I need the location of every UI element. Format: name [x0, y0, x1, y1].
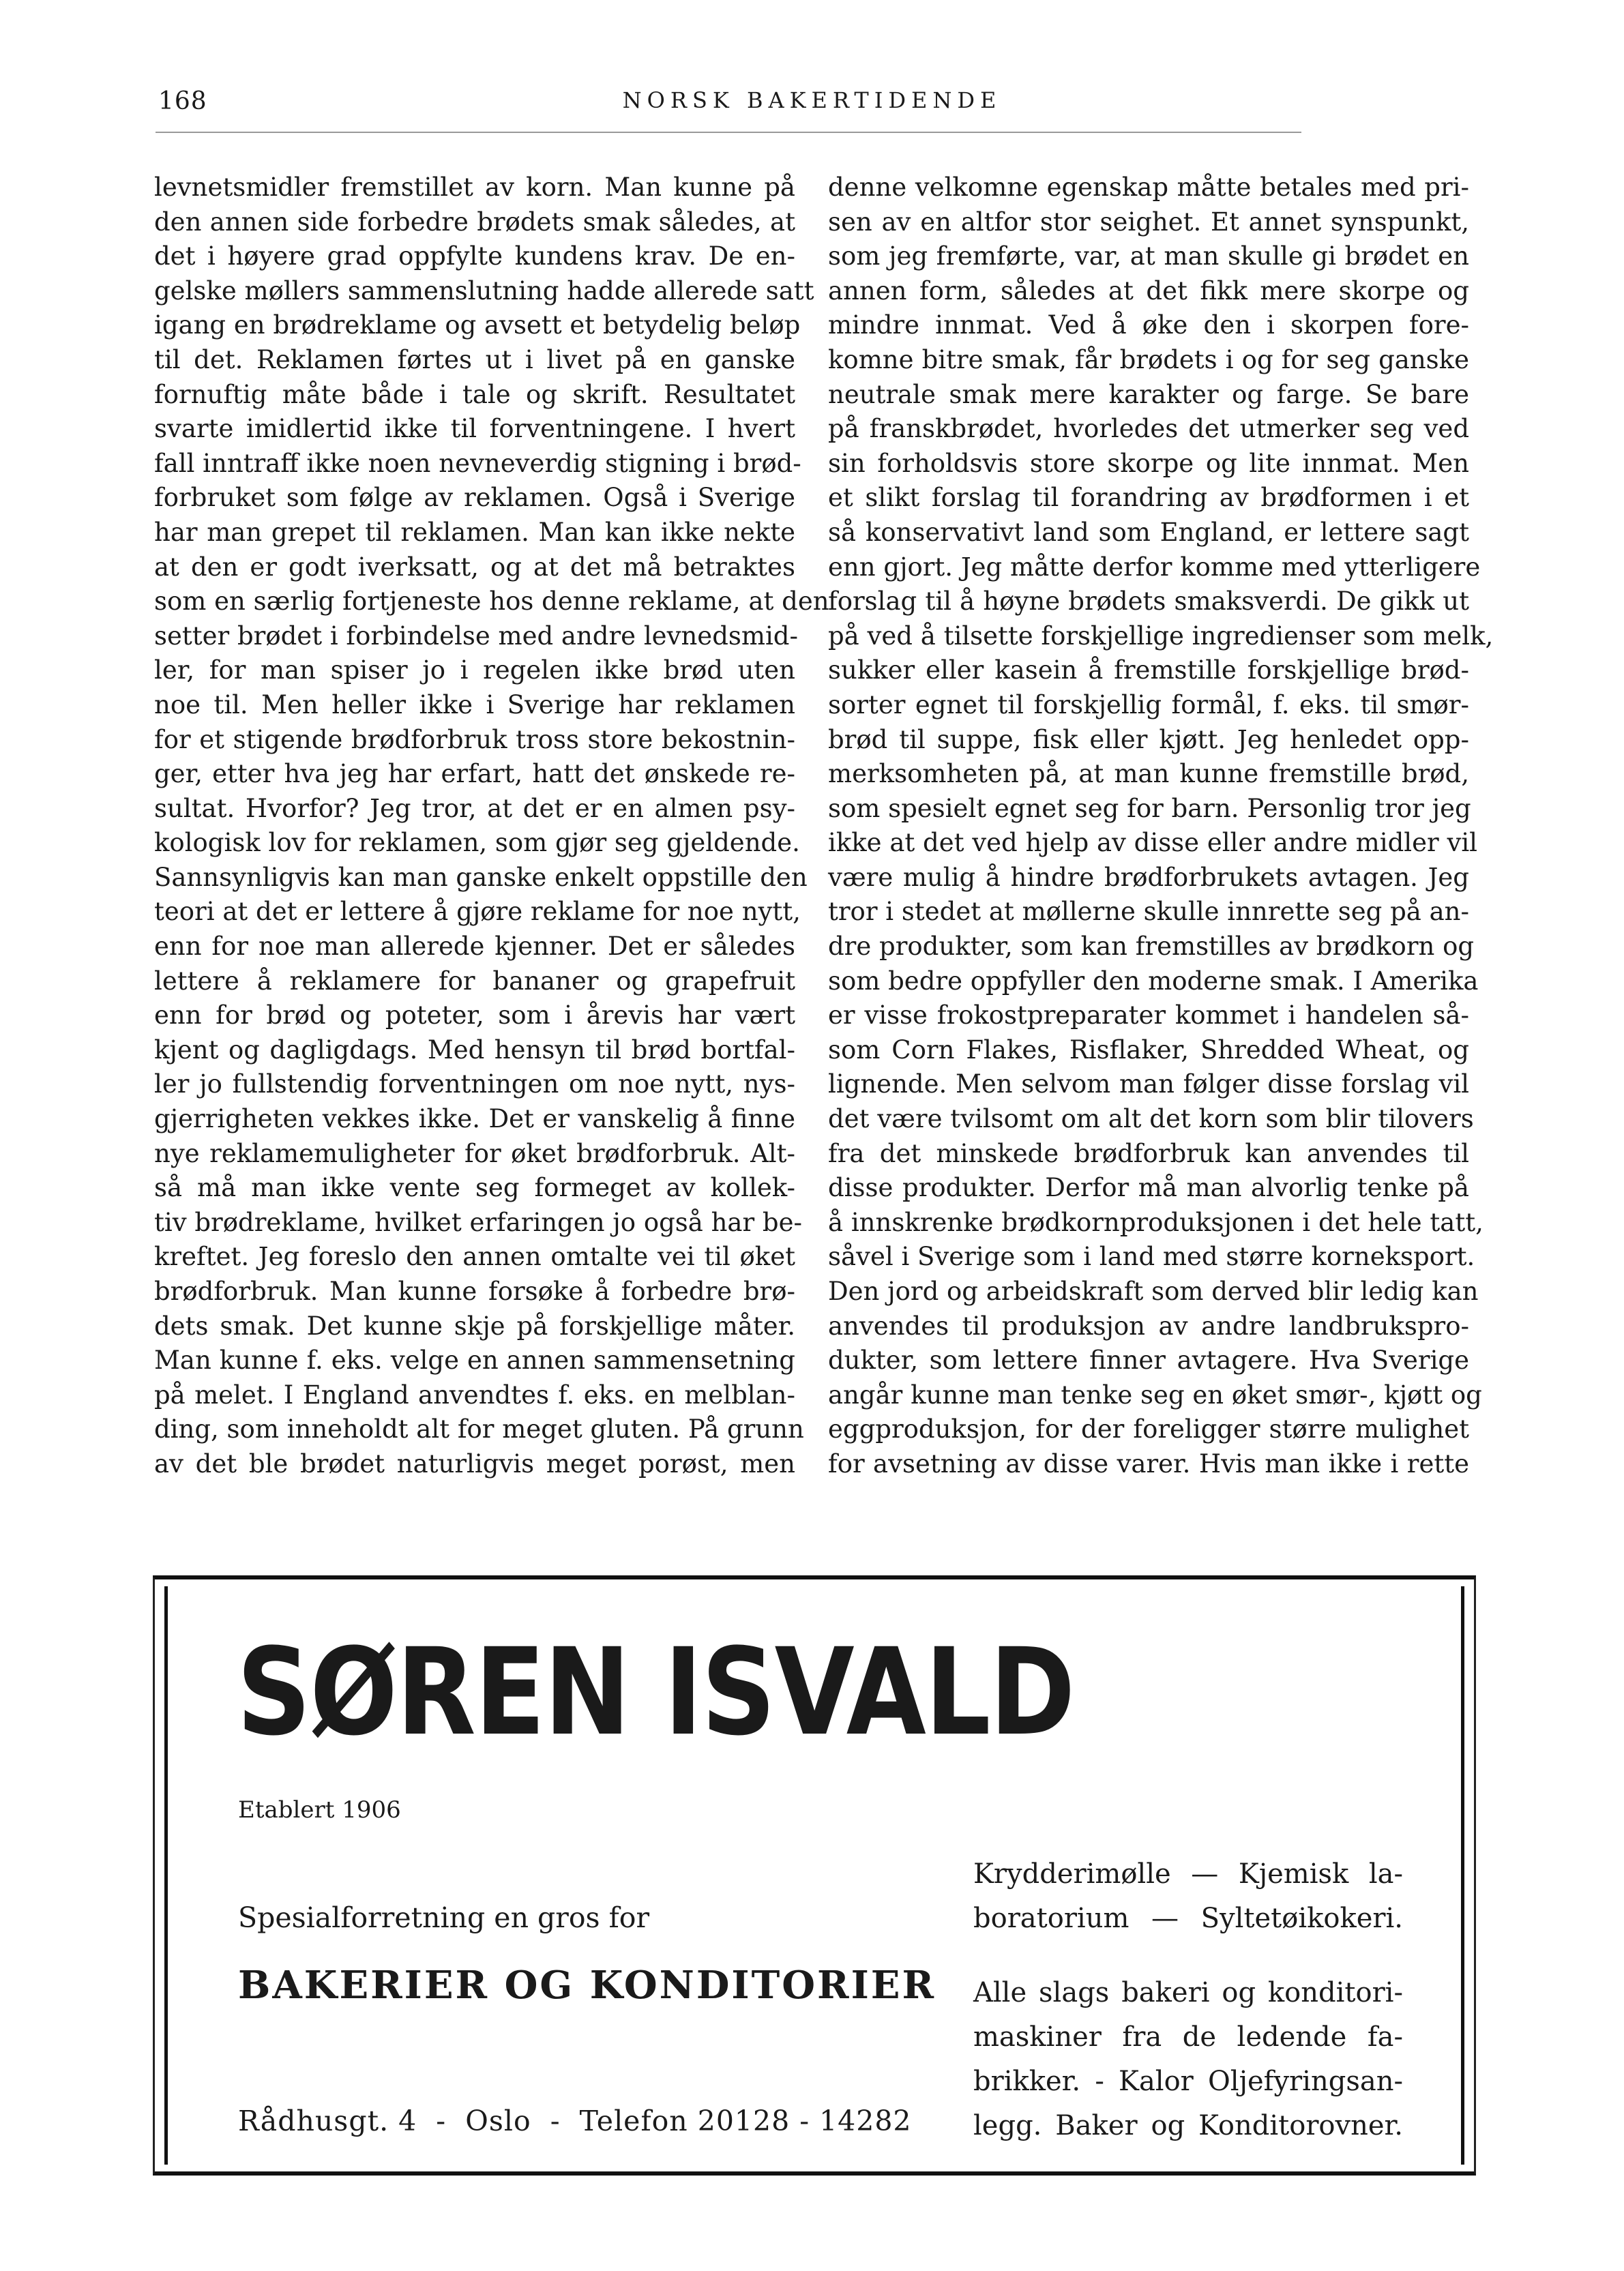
ad-services — [973, 1852, 1403, 2148]
article-line: lignende. Men selvom man følger disse forslag vil — [828, 1069, 1469, 1099]
article-line: sen av en altfor stor seighet. Et annet synspunkt, — [828, 207, 1469, 237]
article-line: ler, for man spiser jo i regelen ikke brød uten — [154, 655, 795, 685]
article-line: merksomheten på, at man kunne fremstille brød, — [828, 759, 1469, 789]
article-line: sin forholdsvis store skorpe og lite innmat. Men — [828, 448, 1469, 478]
article-line: enn for noe man allerede kjenner. Det er således — [154, 932, 795, 962]
article-line: ding, som inneholdt alt for meget gluten. På grunn — [154, 1414, 804, 1444]
article-line: som en særlig fortjeneste hos denne reklame, at den — [154, 587, 829, 617]
ad-specialty: Spesialforretning en gros for — [238, 1901, 650, 1934]
article-right-column — [828, 170, 1494, 1482]
page-number: 168 — [158, 87, 207, 115]
ad-services-line: legg. Baker og Konditorovner. — [973, 2110, 1403, 2141]
article-line: dre produkter, som kan fremstilles av brødkorn og — [828, 932, 1475, 962]
ad-inner-rule-right — [1461, 1586, 1464, 2165]
ad-inner-rule-left — [164, 1586, 168, 2165]
article-line: på ved å tilsette forskjellige ingredienser som melk, — [828, 621, 1494, 651]
article-line: har man grepet til reklamen. Man kan ikke nekte — [154, 517, 795, 547]
article-line: fornuftig måte både i tale og skrift. Resultatet — [154, 379, 795, 409]
article-line: å innskrenke brødkornproduksjonen i det hele tatt, — [828, 1207, 1483, 1237]
article-line: det være tvilsomt om alt det korn som blir tilovers — [828, 1104, 1474, 1134]
article-line: levnetsmidler fremstillet av korn. Man kunne på — [154, 173, 795, 202]
running-head: NORSK BAKERTIDENDE — [622, 87, 1002, 113]
article-line: disse produkter. Derfor må man alvorlig tenke på — [828, 1173, 1469, 1203]
article-line: sorter egnet til forskjellig formål, f. eks. til smør- — [828, 689, 1469, 719]
article-line: svarte imidlertid ikke til forventningene. I hvert — [154, 414, 795, 444]
ad-services-line: maskiner fra de ledende fa- — [973, 2021, 1403, 2053]
article-line: lettere å reklamere for bananer og grapefruit — [154, 966, 795, 996]
article-line: fra det minskede brødforbruk kan anvendes til — [828, 1138, 1469, 1168]
ad-established: Etablert 1906 — [238, 1796, 401, 1824]
article-line: dukter, som lettere finner avtagere. Hva Sverige — [828, 1346, 1469, 1376]
article-line: anvendes til produksjon av andre landbrukspro- — [828, 1311, 1469, 1341]
article-line: at den er godt iverksatt, og at det må betraktes — [154, 552, 795, 582]
article-line: på melet. I England anvendtes f. eks. en melblan- — [154, 1380, 795, 1410]
article-line: kologisk lov for reklamen, som gjør seg gjeldende. — [154, 828, 800, 858]
article-line: neutrale smak mere karakter og farge. Se bare — [828, 379, 1469, 409]
article-line: for et stigende brødforbruk tross store bekostnin- — [154, 724, 795, 754]
ad-headline: BAKERIER OG KONDITORIER — [238, 1963, 936, 2008]
article-left-column — [154, 170, 829, 1482]
ad-services-line: Alle slags bakeri og konditori- — [973, 1977, 1403, 2008]
article-line: sukker eller kasein å fremstille forskjellige brød- — [828, 655, 1469, 685]
article-line: denne velkomne egenskap måtte betales med pri- — [828, 173, 1469, 202]
article-line: annen form, således at det fikk mere skorpe og — [828, 276, 1469, 306]
article-line: som Corn Flakes, Risflaker, Shredded Wheat, og — [828, 1035, 1469, 1065]
article-line: eggproduksjon, for der foreligger større mulighet — [828, 1414, 1469, 1444]
article-line: Den jord og arbeidskraft som derved blir ledig kan — [828, 1277, 1479, 1306]
ad-services-line: brikker. - Kalor Oljefyringsan- — [973, 2066, 1403, 2097]
article-line: så konservativt land som England, er lettere sagt — [828, 517, 1469, 547]
article-line: på franskbrødet, hvorledes det utmerker seg ved — [828, 414, 1469, 444]
article-line: så må man ikke vente seg formeget av kollek- — [154, 1173, 795, 1203]
article-line: være mulig å hindre brødforbrukets avtagen. Jeg — [828, 862, 1469, 892]
ad-services-line: boratorium — Syltetøikokeri. — [973, 1903, 1403, 1934]
article-line: brødforbruk. Man kunne forsøke å forbedre brø- — [154, 1277, 795, 1306]
article-line: ger, etter hva jeg har erfart, hatt det ønskede re- — [154, 759, 795, 789]
article-line: som bedre oppfyller den moderne smak. I Amerika — [828, 966, 1479, 996]
article-line: teori at det er lettere å gjøre reklame for noe nytt, — [154, 897, 801, 927]
article-line: av det ble brødet naturligvis meget porøst, men — [154, 1449, 795, 1479]
article-line: som spesielt egnet seg for barn. Personlig tror jeg — [828, 793, 1471, 823]
article-line: som jeg fremførte, var, at man skulle gi brødet en — [828, 241, 1469, 271]
article-line: brød til suppe, fisk eller kjøtt. Jeg henledet opp- — [828, 724, 1469, 754]
article-line: dets smak. Det kunne skje på forskjellige måter. — [154, 1311, 795, 1341]
advertisement — [153, 1575, 1476, 2176]
article-line: forslag til å høyne brødets smaksverdi. De gikk ut — [828, 587, 1469, 617]
article-line: Sannsynligvis kan man ganske enkelt oppstille den — [154, 862, 808, 892]
article-line: et slikt forslag til forandring av brødformen i et — [828, 483, 1469, 513]
article-line: enn for brød og poteter, som i årevis har vært — [154, 1000, 795, 1030]
article-line: den annen side forbedre brødets smak således, at — [154, 207, 795, 237]
article-line: angår kunne man tenke seg en øket smør-, kjøtt og — [828, 1380, 1482, 1410]
article-line: komne bitre smak, får brødets i og for seg ganske — [828, 344, 1469, 374]
article-line: kjent og dagligdags. Med hensyn til brød bortfal- — [154, 1035, 795, 1065]
ad-company-name: SØREN ISVALD — [237, 1622, 1074, 1762]
header-rule — [156, 132, 1301, 133]
article-line: tror i stedet at møllerne skulle innrette seg på an- — [828, 897, 1469, 927]
article-line: sultat. Hvorfor? Jeg tror, at det er en almen psy- — [154, 793, 795, 823]
article-line: det i høyere grad oppfylte kundens krav. De en- — [154, 241, 795, 271]
ad-address: Rådhusgt. 4 - Oslo - Telefon 20128 - 14282 — [238, 2105, 912, 2137]
article-line: fall inntraff ikke noen nevneverdig stigning i brød- — [154, 448, 801, 478]
article-line: igang en brødreklame og avsett et betydelig beløp — [154, 310, 801, 340]
article-line: gelske møllers sammenslutning hadde allerede satt — [154, 276, 814, 306]
article-line: ler jo fullstendig forventningen om noe nytt, nys- — [154, 1069, 795, 1099]
article-line: forbruket som følge av reklamen. Også i Sverige — [154, 483, 795, 513]
ad-services-gap — [973, 1941, 1403, 1971]
article-line: for avsetning av disse varer. Hvis man ikke i rette — [828, 1449, 1469, 1479]
article-line: noe til. Men heller ikke i Sverige har reklamen — [154, 689, 795, 719]
article-line: tiv brødreklame, hvilket erfaringen jo også har be- — [154, 1207, 803, 1237]
article-line: er visse frokostpreparater kommet i handelen så- — [828, 1000, 1469, 1030]
article-line: ikke at det ved hjelp av disse eller andre midler vil — [828, 828, 1478, 858]
article-line: til det. Reklamen førtes ut i livet på en ganske — [154, 344, 795, 374]
article-line: mindre innmat. Ved å øke den i skorpen fore- — [828, 310, 1469, 340]
article-line: kreftet. Jeg foreslo den annen omtalte vei til øket — [154, 1242, 795, 1272]
article-line: setter brødet i forbindelse med andre levnedsmid- — [154, 621, 798, 651]
article-line: såvel i Sverige som i land med større korneksport. — [828, 1242, 1475, 1272]
article-line: Man kunne f. eks. velge en annen sammensetning — [154, 1346, 795, 1376]
article-line: nye reklamemuligheter for øket brødforbruk. Alt- — [154, 1138, 795, 1168]
article-line: gjerrigheten vekkes ikke. Det er vanskelig å finne — [154, 1104, 795, 1134]
article-line: enn gjort. Jeg måtte derfor komme med ytterligere — [828, 552, 1481, 582]
ad-services-line: Krydderimølle — Kjemisk la- — [973, 1858, 1403, 1890]
